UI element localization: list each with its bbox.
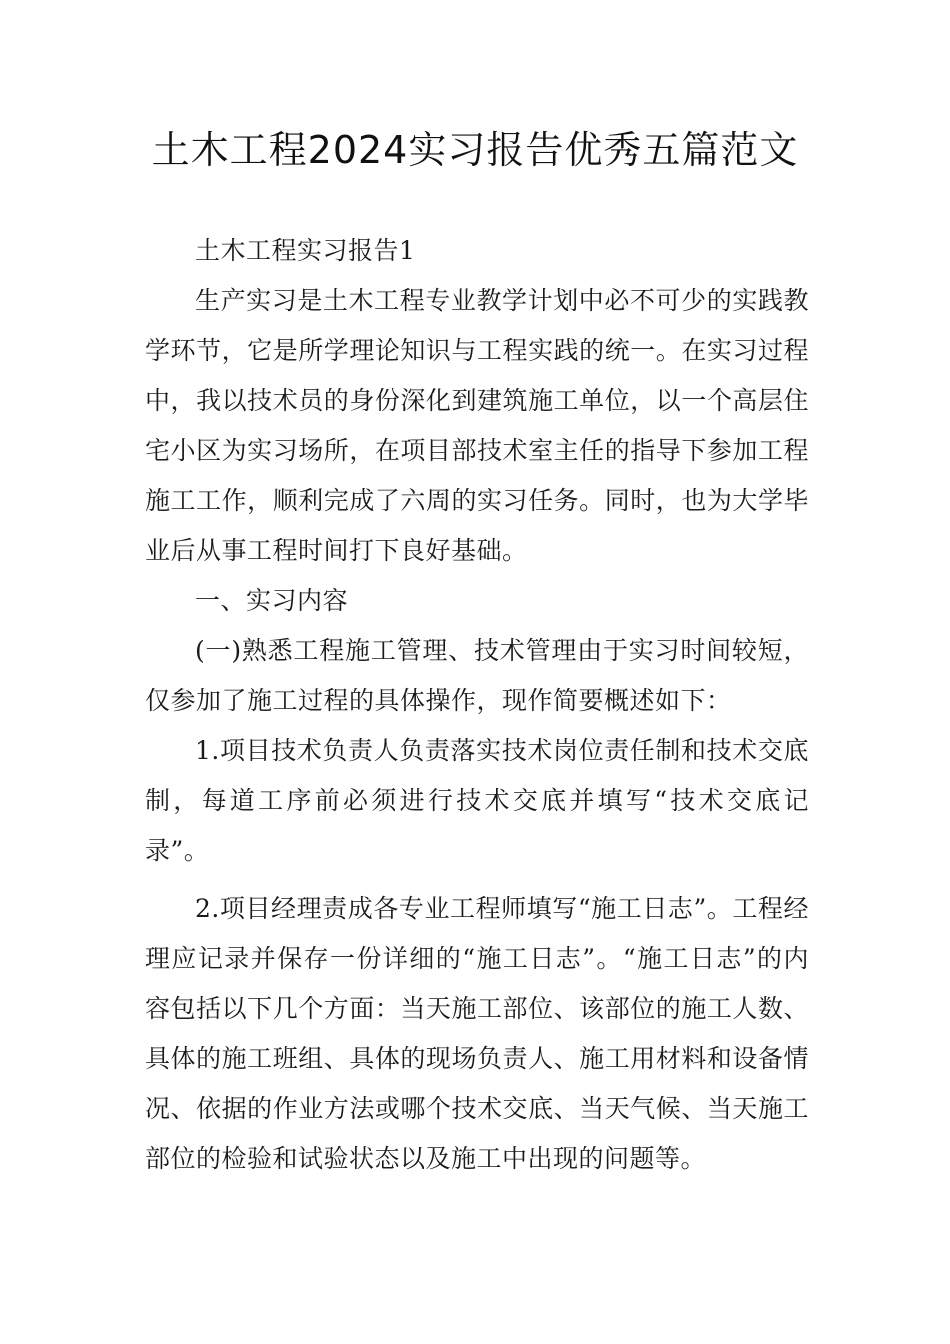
document-title: 土木工程2024实习报告优秀五篇范文 xyxy=(151,128,799,172)
subsection-paragraph: (一)熟悉工程施工管理、技术管理由于实习时间较短，仅参加了施工过程的具体操作，现作简要概述如下： xyxy=(145,636,809,715)
document-body xyxy=(145,226,809,1184)
item-paragraph-2: 2.项目经理责成各专业工程师填写“施工日志”。工程经理应记录并保存一份详细的“施工日志”。“施工日志”的内容包括以下几个方面：当天施工部位、该部位的施工人数、具体的施工班组、具体的现场负责人、施工用材料和设备情况、依据的作业方法或哪个技术交底、当天气候、当天施工部位的检验和试验状态以及施工中出现的问题等。 xyxy=(145,894,809,1173)
item-paragraph-1: 1.项目技术负责人负责落实技术岗位责任制和技术交底制，每道工序前必须进行技术交底并填写“技术交底记录”。 xyxy=(145,736,809,865)
section-heading-report-1: 土木工程实习报告1 xyxy=(195,236,416,265)
intro-paragraph: 生产实习是土木工程专业教学计划中必不可少的实践教学环节，它是所学理论知识与工程实践的统一。在实习过程中，我以技术员的身份深化到建筑施工单位，以一个高层住宅小区为实习场所，在项目部技术室主任的指导下参加工程施工工作，顺利完成了六周的实习任务。同时，也为大学毕业后从事工程时间打下良好基础。 xyxy=(145,286,809,565)
section-heading-content: 一、实习内容 xyxy=(195,586,349,615)
